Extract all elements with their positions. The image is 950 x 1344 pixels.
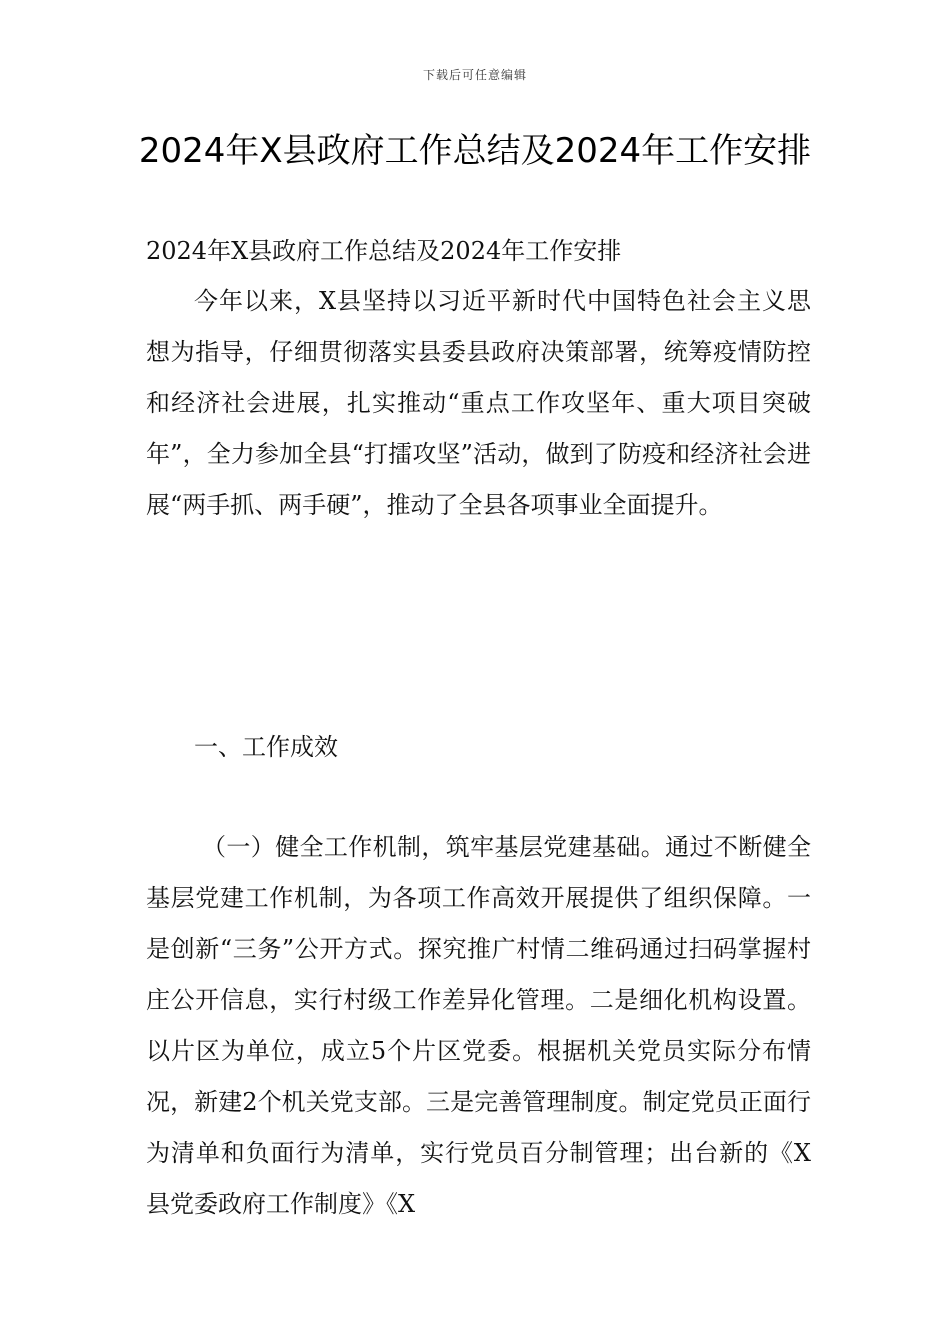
header-note: 下载后可任意编辑 — [422, 68, 527, 82]
document-subtitle: 2024年X县政府工作总结及2024年工作安排 — [146, 237, 622, 265]
document-title: 2024年X县政府工作总结及2024年工作安排 — [138, 131, 812, 171]
section-heading: 一、工作成效 — [194, 733, 338, 761]
subsection-paragraph: （一）健全工作机制，筑牢基层党建基础。通过不断健全基层党建工作机制，为各项工作高效开展提供了组织保障。一是创新“三务”公开方式。探究推广村情二维码通过扫码掌握村庄公开信息，实行村级工作差异化管理。二是细化机构设置。以片区为单位，成立5个片区党委。根据机关党员实际分布情况，新建2个机关党支部。三是完善管理制度。制定党员正面行为清单和负面行为清单，实行党员百分制管理；出台新的《X县党委政府工作制度》《X — [146, 833, 811, 1218]
intro-paragraph: 今年以来，X县坚持以习近平新时代中国特色社会主义思想为指导，仔细贯彻落实县委县政府决策部署，统筹疫情防控和经济社会进展，扎实推动“重点工作攻坚年、重大项目突破年”，全力参加全县“打擂攻坚”活动，做到了防疫和经济社会进展“两手抓、两手硬”，推动了全县各项事业全面提升。 — [146, 287, 811, 519]
